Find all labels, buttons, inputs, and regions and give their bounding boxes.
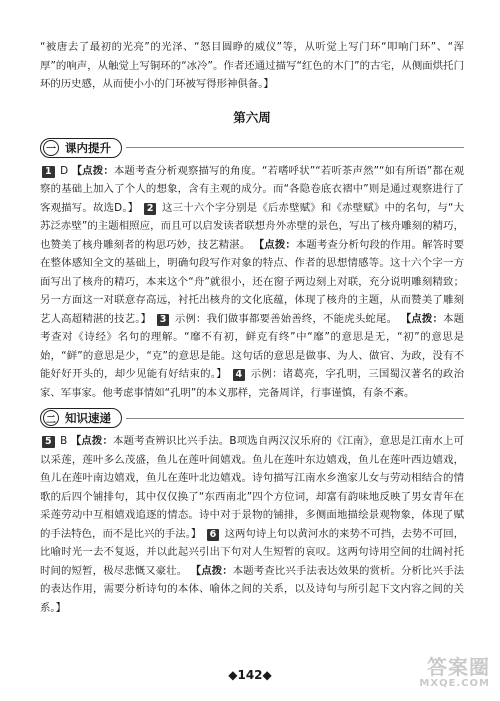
answer-text: 示例：诸葛亮，字孔明，三国蜀汉著名的政治家、军事家。他考虑事情如“孔明”的本义那样，完备周详，行事谨慎，有条不紊。 xyxy=(40,368,464,399)
question-number: 6 xyxy=(207,529,220,541)
answer-text: 示例：我们做事都要善始善终，不能虎头蛇尾。 xyxy=(171,312,401,325)
section-header-1 xyxy=(40,138,464,158)
section-divider xyxy=(126,147,464,148)
section-number: 二 xyxy=(43,410,59,426)
answer-text: 这两句诗上句以黄河水的来势不可挡，去势不可回，比喻时光一去不复返，并以此起兴引出下句对人生短暂的哀叹。这两句诗用空间的壮阔衬托时间的短暂，极尽悲慨又豪壮。 xyxy=(40,527,464,577)
section-number: 一 xyxy=(43,140,59,156)
answer-text: 这三十六个字分别是《后赤壁赋》和《赤壁赋》中的名句，与“大苏泛赤壁”的主题相照应，而且可以启发读者联想舟外赤壁的景色，写出了核舟雕刻的精巧，也赞美了核舟雕刻者的构思巧妙，技艺精湛。 xyxy=(40,201,464,251)
section-title: 知识速递 xyxy=(65,411,111,425)
answer-text: 本题考查分析句段的作用。解答时要在整体感知全文的基础上，明确句段写作对象的特点、作者的思想情感等。这十六个字一方面写出了核舟的精巧，本来这个“舟”就很小，还在窗子两边刻上对联，充分说明雕刻精致；另一方面这一对联意存高远，衬托出核舟的文化底蕴，体现了核舟的主题，从而赞美了雕刻艺人高超精湛的技艺。】 xyxy=(40,238,465,325)
question-number: 5 xyxy=(42,436,55,448)
hint-label: 【点拨： xyxy=(400,312,444,325)
section-header-2 xyxy=(40,408,464,428)
watermark-logo xyxy=(406,656,490,689)
hint-label: 【点拨： xyxy=(70,435,114,447)
watermark-url: MXQE.COM xyxy=(419,678,490,689)
section-badge xyxy=(40,408,122,428)
hint-label: 【点拨： xyxy=(71,164,114,177)
section-divider xyxy=(126,418,464,419)
answer-text: 本题考查分析观察描写的角度。“若嗜呼状”“若听茶声然”“如有所语”都在观察的基础上加入了个人的想象，含有主观的成分。而“各隐卷底衣褶中”则是通过观察进行了客观描写。故选D。】 xyxy=(40,164,465,214)
answer-text: B xyxy=(56,435,71,447)
question-number: 4 xyxy=(233,369,246,381)
hint-label: 【点拨： xyxy=(190,564,233,577)
question-number: 1 xyxy=(42,166,55,178)
section2-answers xyxy=(40,432,464,617)
watermark-text: 答案圈 xyxy=(427,655,490,679)
question-number: 2 xyxy=(144,203,157,215)
answer-text: D xyxy=(56,164,72,177)
page-number: ◆142◆ xyxy=(228,668,272,682)
section1-answers xyxy=(40,162,464,403)
intro-paragraph: “被唐去了最初的光亮”的光泽、“怒目圆睁的威仪”等，从听觉上写门环“叩响门环”、“浑厚”的响声，从触觉上写铜环的“冰冷”。作者还通过描写“红色的木门”的古宅，从侧面烘托门环的历史感，从而使小小的门环被写得形神俱备。】 xyxy=(40,41,464,90)
answer-text: 本题考查辨识比兴手法。B项选自两汉汉乐府的《江南》，意思是江南水上可以采莲，莲叶多么茂盛，鱼儿在莲叶间嬉戏。鱼儿在莲叶东边嬉戏，鱼儿在莲叶西边嬉戏，鱼儿在莲叶南边嬉戏，鱼儿在莲叶北边嬉戏。诗句描写江南水乡渔家儿女与劳动相结合的情歌的后四个铺排句，其中仅仅换了“东西南北”四个方位词，却富有韵味地反映了男女青年在采莲劳动中互相嬉戏追逐的情态。诗中对于景物的铺排，多侧面地描绘景观物象，体现了赋的手法特色，而不是比兴的手法。】 xyxy=(40,435,464,540)
answer-text: 本题考查比兴手法表达效果的赏析。分析比兴手法的表达作用，需要分析诗句的本体、喻体之间的关系，以及诗句与所引起下文内容之间的关系。】 xyxy=(40,564,464,614)
question-number: 3 xyxy=(157,314,170,326)
week-title: 第六周 xyxy=(233,109,271,125)
page-content xyxy=(40,38,464,617)
section-badge xyxy=(40,138,122,158)
answer-text: 本题考查对《诗经》名句的理解。“靡不有初，鲜克有终”中“靡”的意思是无，“初”的意思是始，“鲜”的意思是少，“克”的意思是能。这句话的意思是做事、为人、做官、为政，没有不能好好开头的，却少见能有好结束的。】 xyxy=(40,312,465,380)
section-title: 课内提升 xyxy=(65,140,111,155)
hint-label: 【点拨： xyxy=(253,238,296,251)
